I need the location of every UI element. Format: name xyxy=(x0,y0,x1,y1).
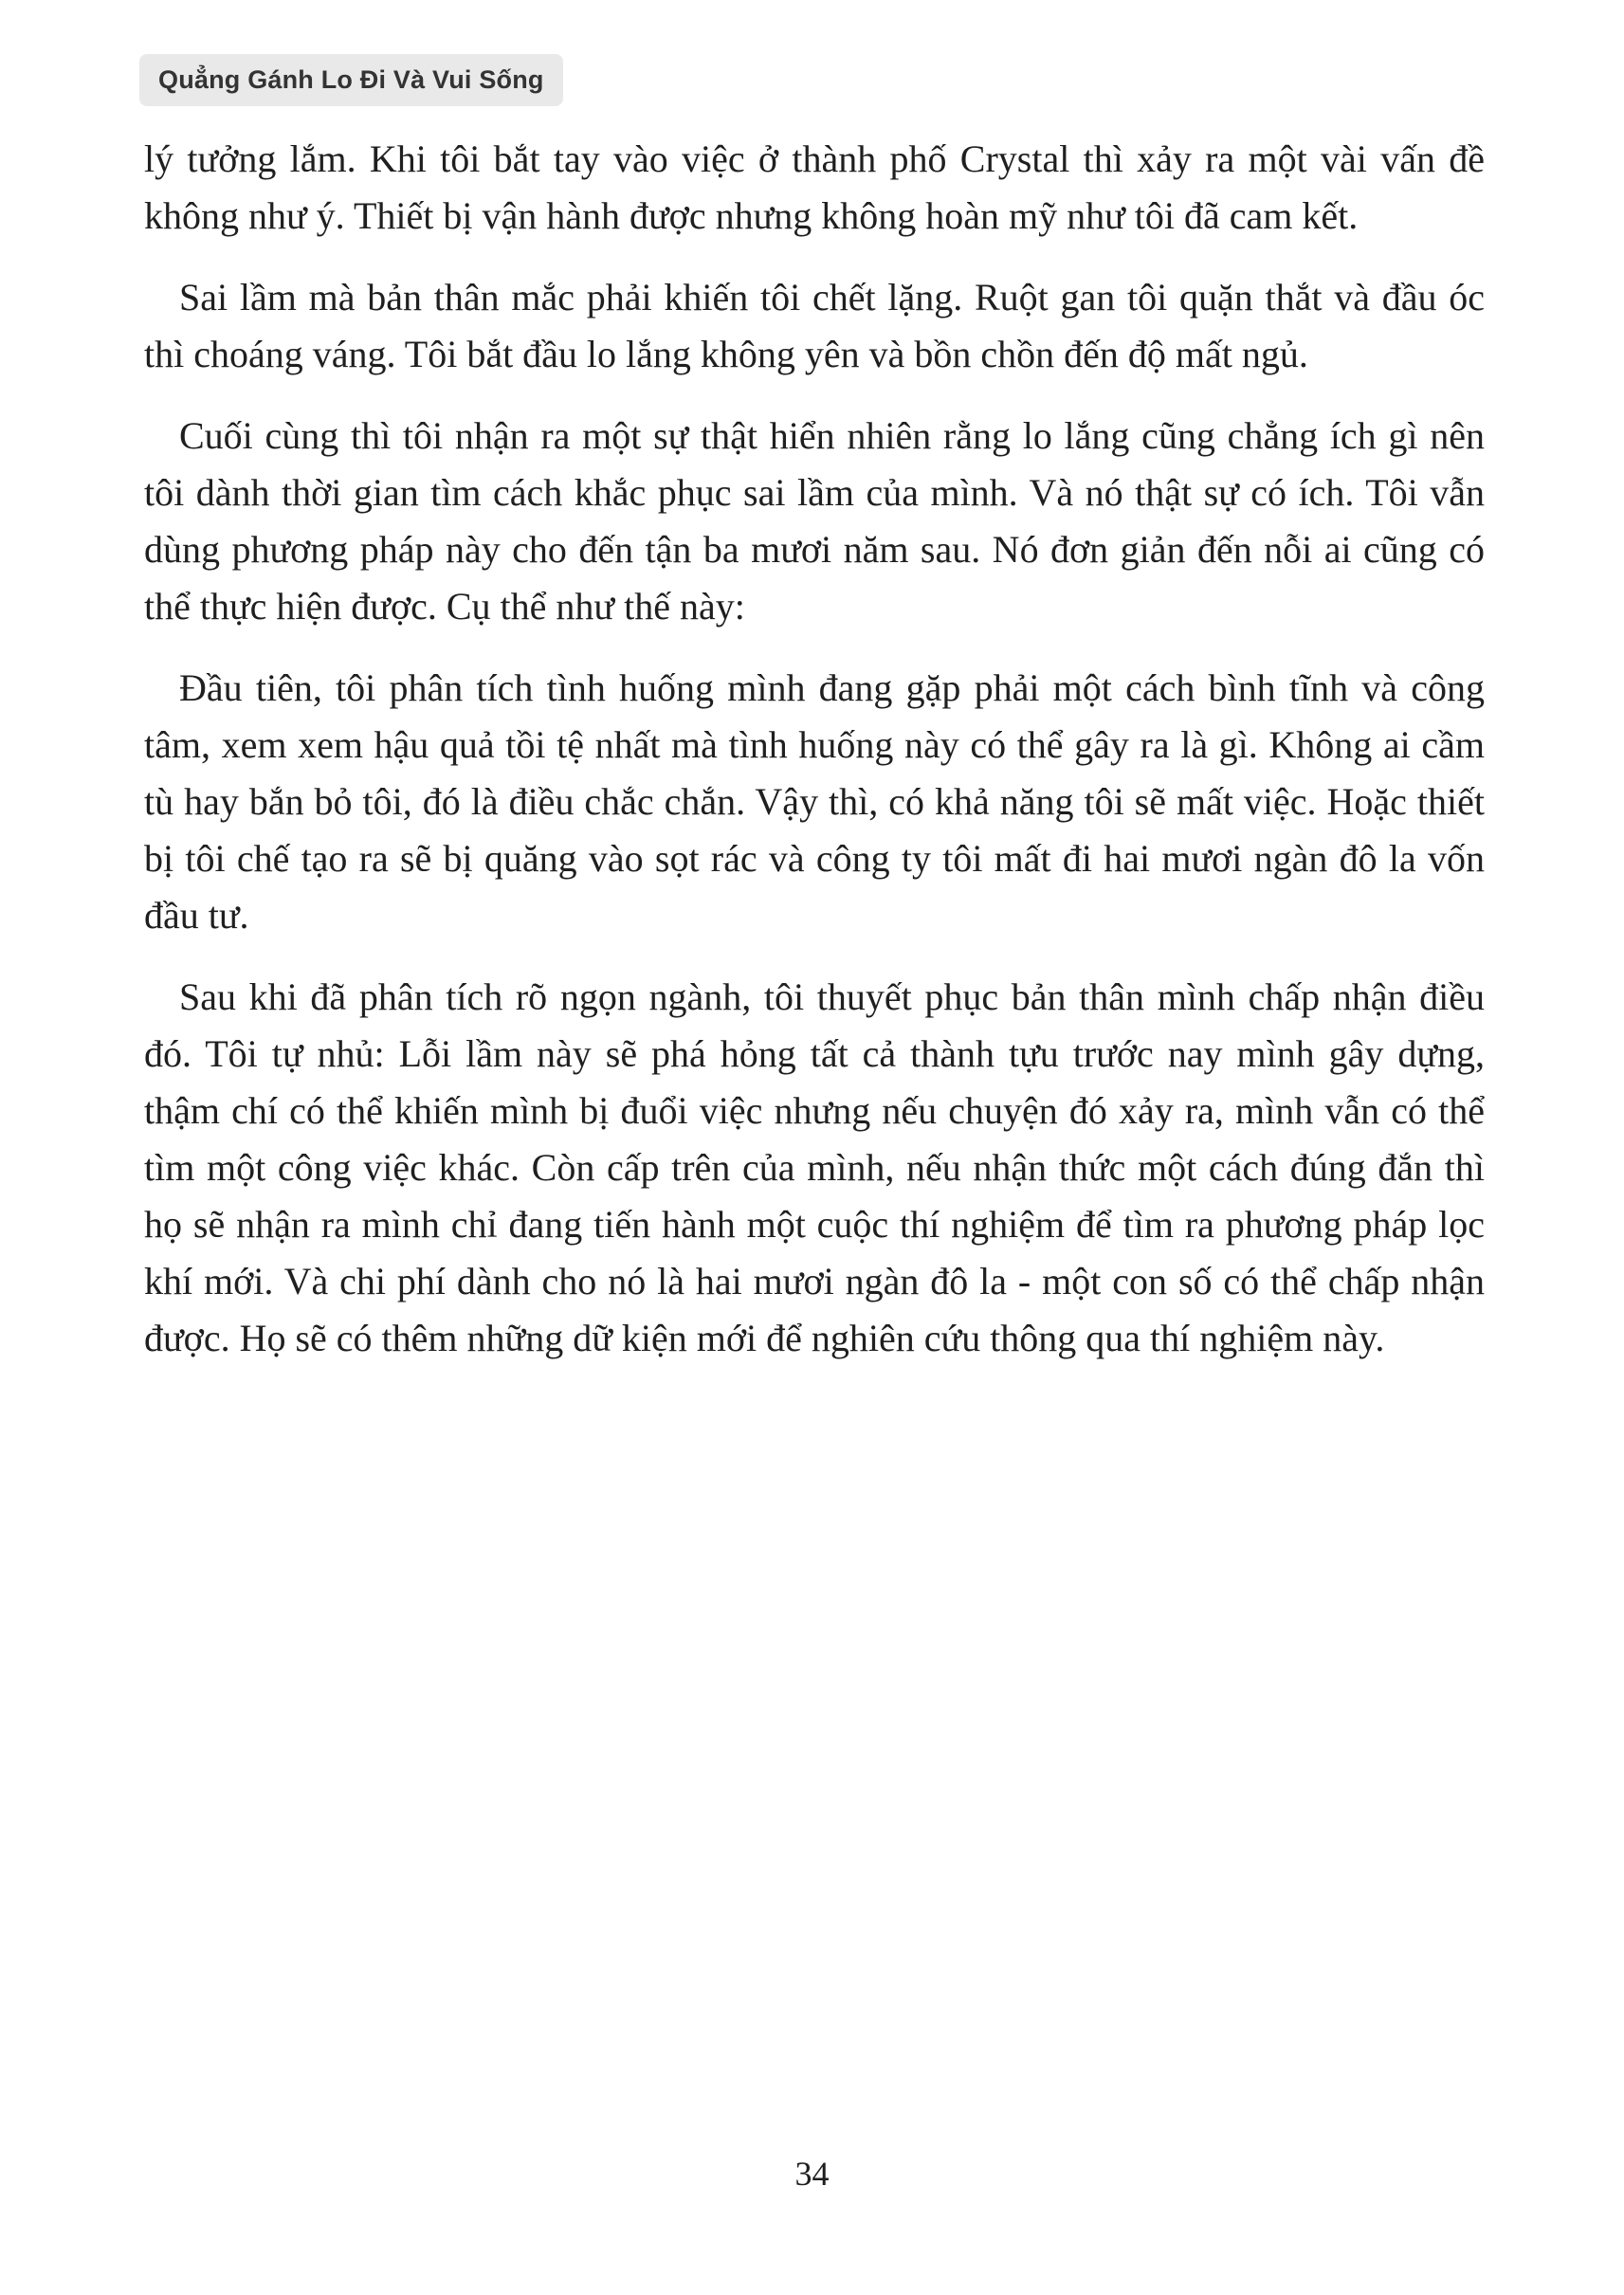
paragraph-3: Cuối cùng thì tôi nhận ra một sự thật hiển nhiên rằng lo lắng cũng chẳng ích gì nên tôi dành thời gian tìm cách khắc phục sai lầm của mình. Và nó thật sự có ích. Tôi vẫn dùng phương pháp này cho đến tận ba mươi năm sau. Nó đơn giản đến nỗi ai cũng có thể thực hiện được. Cụ thể như thế này: xyxy=(144,414,1485,628)
paragraph-2: Sai lầm mà bản thân mắc phải khiến tôi chết lặng. Ruột gan tôi quặn thắt và đầu óc thì choáng váng. Tôi bắt đầu lo lắng không yên và bồn chồn đến độ mất ngủ. xyxy=(144,276,1485,375)
page-number: 34 xyxy=(794,2155,830,2193)
running-header xyxy=(139,54,563,106)
paragraph-1: lý tưởng lắm. Khi tôi bắt tay vào việc ở thành phố Crystal thì xảy ra một vài vấn đề không như ý. Thiết bị vận hành được nhưng không hoàn mỹ như tôi đã cam kết. xyxy=(144,137,1485,237)
paragraph-4: Đầu tiên, tôi phân tích tình huống mình đang gặp phải một cách bình tĩnh và công tâm, xem xem hậu quả tồi tệ nhất mà tình huống này có thể gây ra là gì. Không ai cầm tù hay bắn bỏ tôi, đó là điều chắc chắn. Vậy thì, có khả năng tôi sẽ mất việc. Hoặc thiết bị tôi chế tạo ra sẽ bị quăng vào sọt rác và công ty tôi mất đi hai mươi ngàn đô la vốn đầu tư. xyxy=(144,666,1485,937)
paragraph-5: Sau khi đã phân tích rõ ngọn ngành, tôi thuyết phục bản thân mình chấp nhận điều đó. Tôi tự nhủ: Lỗi lầm này sẽ phá hỏng tất cả thành tựu trước nay mình gây dựng, thậm chí có thể khiến mình bị đuổi việc nhưng nếu chuyện đó xảy ra, mình vẫn có thể tìm một công việc khác. Còn cấp trên của mình, nếu nhận thức một cách đúng đắn thì họ sẽ nhận ra mình chỉ đang tiến hành một cuộc thí nghiệm để tìm ra phương pháp lọc khí mới. Và chi phí dành cho nó là hai mươi ngàn đô la - một con số có thể chấp nhận được. Họ sẽ có thêm những dữ kiện mới để nghiên cứu thông qua thí nghiệm này. xyxy=(144,975,1485,1359)
book-title: Quẳng Gánh Lo Đi Và Vui Sống xyxy=(158,65,544,94)
page-body xyxy=(144,131,1485,1392)
